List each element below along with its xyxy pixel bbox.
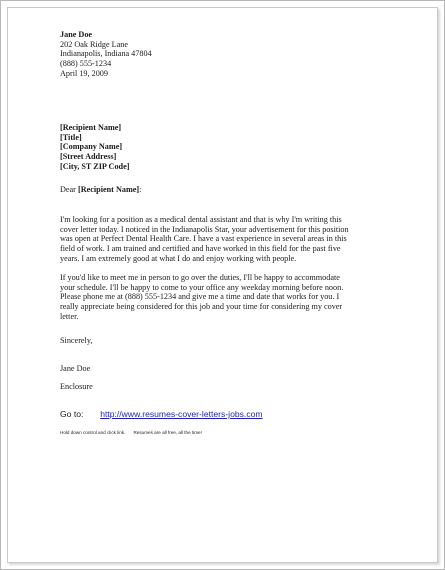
signature: [60, 364, 385, 374]
recipient-title: [Title]: [60, 132, 82, 142]
closing: [60, 336, 385, 346]
paragraph-line: was open at Perfect Dental Health Care. I have a vast experience in several areas in this: [60, 234, 347, 244]
body-paragraph-2: [60, 273, 385, 322]
paragraph-line: I'm looking for a position as a medical dental assistant and that is why I'm writing this: [60, 215, 342, 224]
paragraph-line: years. I am extremely good at what I do and enjoy working with people.: [60, 253, 297, 263]
salutation-name: [Recipient Name]: [77, 185, 140, 194]
letter-date: April 19, 2009: [60, 68, 108, 78]
paragraph-line: field of work. I am trained and certified and have worked in this field for the past five: [60, 244, 341, 254]
sender-street: 202 Oak Ridge Lane: [60, 39, 128, 49]
body-paragraph-1: [60, 215, 385, 264]
enclosure-text: Enclosure: [60, 382, 93, 391]
resumes-website-link[interactable]: http://www.resumes-cover-letters-jobs.com: [100, 409, 263, 419]
paragraph-line: If you'd like to meet me in person to go over the duties, I'll be happy to accommodate: [60, 273, 340, 282]
footer-note: [60, 427, 385, 437]
sender-city: Indianapolis, Indiana 47804: [60, 49, 152, 59]
goto-line: [60, 410, 385, 420]
sender-block: [60, 30, 385, 79]
footer-note-right: Resumes are all free, all the time!: [133, 430, 202, 435]
recipient-street: [Street Address]: [60, 152, 117, 162]
salutation-suffix: :: [139, 185, 142, 194]
recipient-block: [60, 123, 385, 172]
recipient-city: [City, ST ZIP Code]: [60, 161, 130, 171]
paragraph-line: really appreciate being considered for this job and your time for considering my cover: [60, 302, 343, 312]
enclosure: [60, 382, 385, 392]
footer-note-left: Hold down control and click link.: [60, 430, 126, 435]
salutation: [60, 185, 385, 195]
paragraph-line: Please phone me at (888) 555-1234 and give me a time and date that works for you. I: [60, 292, 340, 302]
goto-label: Go to:: [60, 409, 84, 419]
salutation-prefix: Dear: [60, 185, 78, 194]
recipient-company: [Company Name]: [60, 142, 123, 152]
paragraph-line: cover letter today. I noticed in the Indianapolis Star, your advertisement for this position: [60, 224, 349, 234]
sender-phone: (888) 555-1234: [60, 59, 112, 69]
sender-name: Jane Doe: [60, 30, 93, 39]
signature-name: Jane Doe: [60, 364, 91, 373]
paragraph-line: letter.: [60, 311, 79, 321]
recipient-name: [Recipient Name]: [60, 123, 122, 132]
closing-text: Sincerely,: [60, 336, 93, 345]
paragraph-line: your schedule. I'll be happy to come to your office any weekday morning before noon.: [60, 282, 344, 292]
